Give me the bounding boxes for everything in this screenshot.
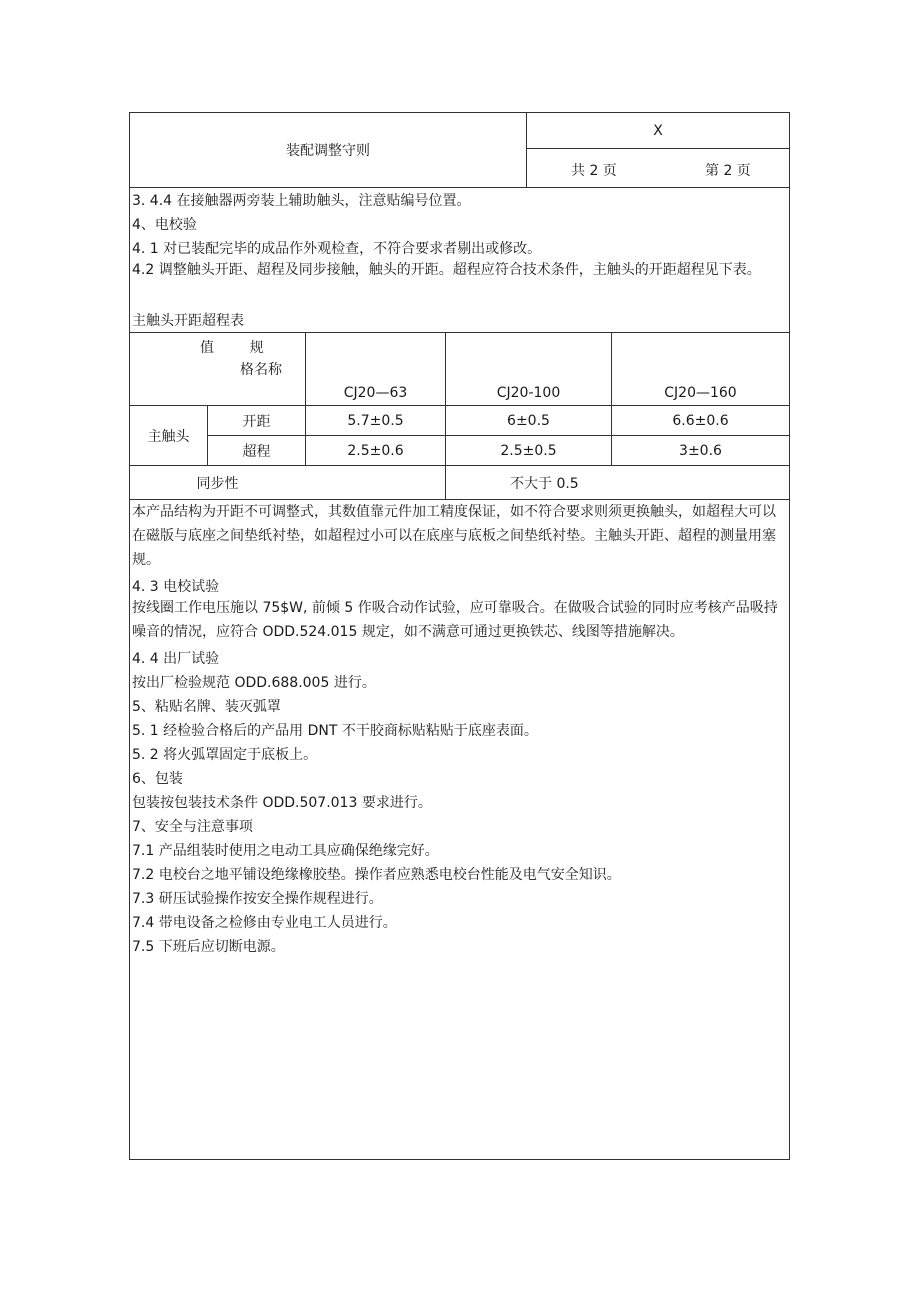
- document-code: X: [527, 113, 789, 149]
- heading-section-7: 7、安全与注意事项: [132, 819, 253, 835]
- line-6-body: 包装按包装技术条件 ODD.507.013 要求进行。: [132, 795, 432, 811]
- document-title: 装配调整守则: [130, 113, 527, 187]
- heading-section-5: 5、粘贴名牌、装灭弧罩: [132, 699, 281, 715]
- line-71: 7.1 产品组装时使用之电动工具应确保绝缘完好。: [132, 843, 439, 859]
- model-header: CJ20-100: [496, 385, 561, 401]
- sync-label: 同步性: [196, 475, 239, 492]
- heading-44: 4. 4 出厂试验: [132, 651, 220, 667]
- line-52: 5. 2 将火弧罩固定于底板上。: [132, 747, 318, 763]
- line-section-4: 4、电校验: [132, 217, 197, 233]
- line-75: 7.5 下班后应切断电源。: [132, 939, 285, 955]
- current-page: 第 2 页: [705, 163, 751, 179]
- corner-header-top: 值 规: [200, 340, 264, 356]
- row-label-gap: 开距: [242, 413, 271, 430]
- sync-value: 不大于 0.5: [510, 475, 579, 492]
- table-cell: 6.6±0.6: [672, 412, 729, 429]
- para-after-table: 本产品结构为开距不可调整式，其数值靠元件加工精度保证，如不符合要求则须更换触头，如超程大可以在磁版与底座之间垫纸衬垫，如超程过小可以在底座与底板之间垫纸衬垫。主触头开距、超程的测量用塞规。: [132, 504, 776, 568]
- group-label-main-contact: 主触头: [147, 428, 190, 445]
- header-block: [130, 113, 789, 188]
- table-cell: 2.5±0.5: [500, 442, 557, 459]
- line-44-body: 按出厂检验规范 ODD.688.005 进行。: [132, 675, 376, 691]
- line-72: 7.2 电校台之地平铺设绝缘橡胶垫。操作者应熟悉电校台性能及电气安全知识。: [132, 867, 621, 883]
- table-cell: 2.5±0.6: [347, 442, 404, 459]
- table-caption: 主触头开距超程表: [132, 313, 244, 329]
- line-41: 4. 1 对已装配完毕的成品作外观检查，不符合要求者剔出或修改。: [132, 241, 542, 257]
- line-51: 5. 1 经检验合格后的产品用 DNT 不干胶商标贴粘贴于底座表面。: [132, 723, 538, 739]
- line-74: 7.4 带电设备之检修由专业电工人员进行。: [132, 915, 397, 931]
- line-344: 3. 4.4 在接触器两旁装上辅助触头，注意贴编号位置。: [132, 193, 471, 209]
- table-cell: 6±0.5: [507, 412, 550, 429]
- model-header: CJ20—160: [664, 385, 737, 401]
- para-42: 4.2 调整触头开距、超程及同步接触，触头的开距。超程应符合技术条件，主触头的开距超程见下表。: [132, 262, 761, 278]
- heading-43: 4. 3 电校试验: [132, 579, 220, 595]
- table-cell: 3±0.6: [679, 442, 722, 459]
- row-label-overtravel: 超程: [242, 443, 271, 460]
- corner-header-bottom: 格名称: [240, 362, 282, 378]
- document-frame: [129, 112, 790, 1160]
- line-73: 7.3 研压试验操作按安全操作规程进行。: [132, 891, 383, 907]
- page-count-cell: [527, 149, 789, 187]
- para-43: 按线圈工作电压施以 75$W, 前倾 5 作吸合动作试验，应可靠吸合。在做吸合试验的同时应考核产品吸持噪音的情况，应符合 ODD.524.015 规定，如不满意可通过更换铁芯、线图等措施解决。: [132, 600, 778, 640]
- total-pages: 共 2 页: [571, 163, 617, 179]
- heading-section-6: 6、包装: [132, 771, 183, 787]
- model-header: CJ20—63: [343, 385, 408, 401]
- table-cell: 5.7±0.5: [347, 412, 404, 429]
- spec-table: [130, 332, 789, 500]
